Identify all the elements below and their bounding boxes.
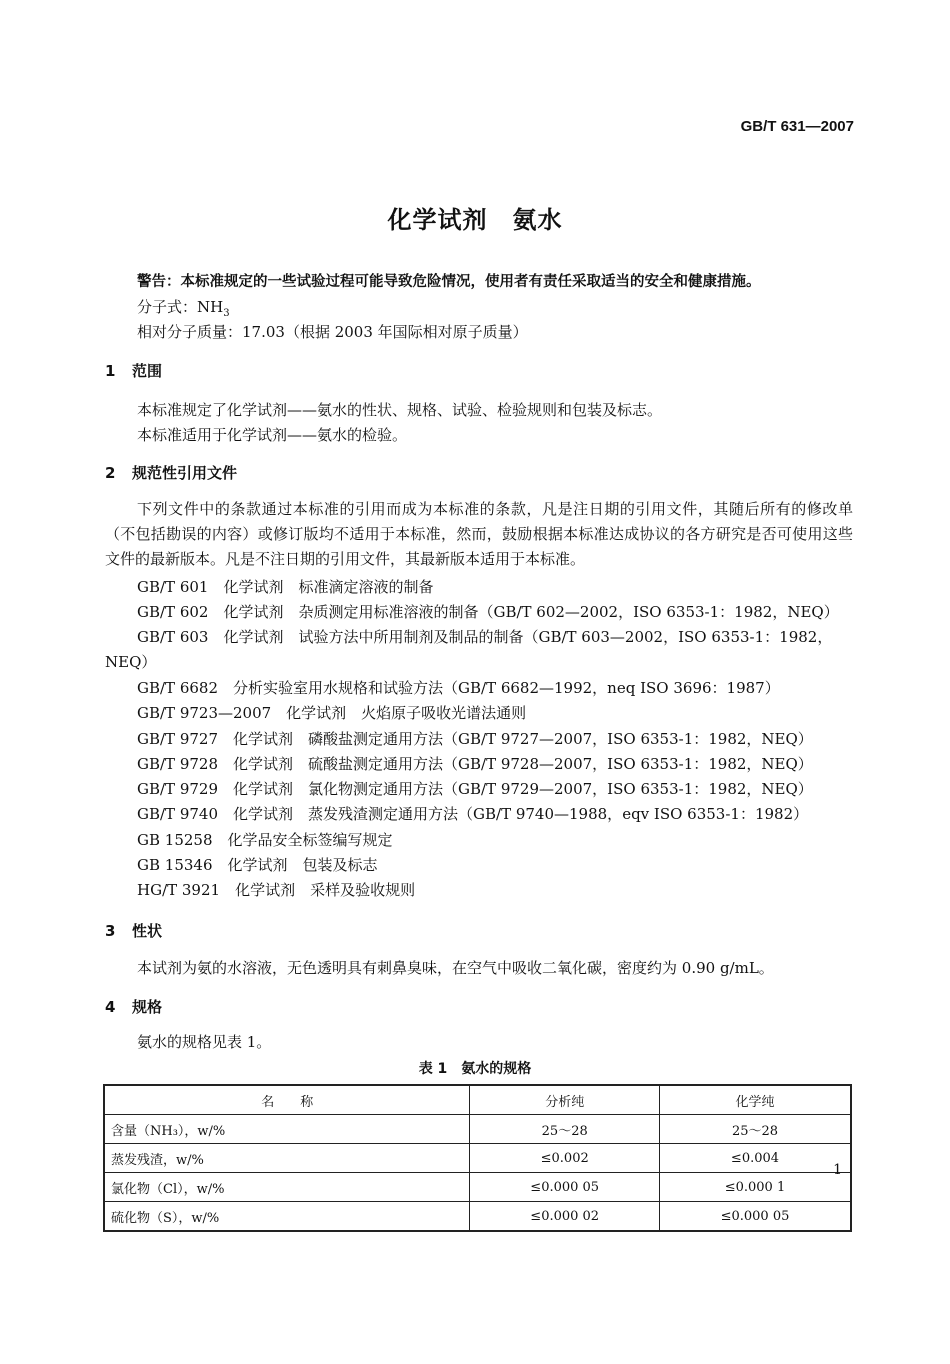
section-number: 1 — [105, 362, 116, 380]
formula-label: 分子式：NH — [137, 298, 224, 316]
page-number: 1 — [833, 1162, 842, 1178]
analytical-value-cell: ≤0.000 05 — [470, 1173, 660, 1202]
document-title: 化学试剂 氨水 — [387, 206, 563, 234]
chemical-value-cell: 25～28 — [659, 1115, 851, 1144]
column-header-analytical: 分析纯 — [470, 1085, 660, 1115]
reference-item: GB/T 9729 化学试剂 氯化物测定通用方法（GB/T 9729—2007，ISO 6353-1：1982，NEQ） — [137, 780, 813, 798]
table-header-row — [104, 1085, 851, 1115]
reference-item: GB/T 601 化学试剂 标准滴定溶液的制备 — [137, 578, 434, 596]
table-caption: 表 1 氨水的规格 — [418, 1061, 532, 1077]
section-number: 3 — [105, 922, 116, 940]
reference-item-continued: NEQ） — [105, 653, 157, 671]
section-title: 规格 — [132, 998, 163, 1016]
chemical-value-cell: ≤0.004 — [659, 1144, 851, 1173]
section-2-intro: 下列文件中的条款通过本标准的引用而成为本标准的条款，凡是注日期的引用文件，其随后所有的修改单（不包括勘误的内容）或修订版均不适用于本标准，然而，鼓励根据本标准达成协议的各方研究是否可使用这些文件的最新版本。凡是不注日期的引用文件，其最新版本适用于本标准。 — [105, 500, 853, 568]
section-title: 规范性引用文件 — [132, 464, 238, 482]
standard-number: GB/T 631—2007 — [740, 118, 854, 135]
chemical-value-cell: ≤0.000 1 — [659, 1173, 851, 1202]
item-name-cell: 蒸发残渣，w/% — [104, 1144, 470, 1173]
section-4-heading — [105, 996, 162, 1017]
reference-item: GB 15258 化学品安全标签编写规定 — [137, 831, 393, 849]
section-number: 2 — [105, 464, 116, 482]
molecular-formula — [137, 297, 230, 324]
formula-subscript: 3 — [223, 308, 230, 319]
reference-item: HG/T 3921 化学试剂 采样及验收规则 — [137, 881, 416, 899]
reference-item: GB/T 9723—2007 化学试剂 火焰原子吸收光谱法通则 — [137, 704, 527, 722]
section-1-para-1: 本标准规定了化学试剂——氨水的性状、规格、试验、检验规则和包装及标志。 — [137, 401, 663, 419]
specification-table — [103, 1084, 852, 1232]
section-4-para: 氨水的规格见表 1。 — [137, 1033, 272, 1051]
reference-item: GB/T 603 化学试剂 试验方法中所用制剂及制品的制备（GB/T 603—2002，ISO 6353-1：1982， — [137, 628, 833, 646]
column-header-chemical: 化学纯 — [659, 1085, 851, 1115]
section-2-heading — [105, 462, 237, 483]
section-1-heading — [105, 360, 162, 381]
analytical-value-cell: ≤0.000 02 — [470, 1202, 660, 1232]
chemical-value-cell: ≤0.000 05 — [659, 1202, 851, 1232]
item-name-cell: 硫化物（S），w/% — [104, 1202, 470, 1232]
molecular-mass: 相对分子质量：17.03（根据 2003 年国际相对原子质量） — [137, 323, 528, 341]
table-row — [104, 1144, 851, 1173]
section-title: 范围 — [132, 362, 163, 380]
warning-text: 警告：本标准规定的一些试验过程可能导致危险情况，使用者有责任采取适当的安全和健康措施。 — [137, 274, 761, 290]
item-name-cell: 含量（NH₃），w/% — [104, 1115, 470, 1144]
section-title: 性状 — [132, 922, 163, 940]
reference-item: GB/T 9727 化学试剂 磷酸盐测定通用方法（GB/T 9727—2007，ISO 6353-1：1982，NEQ） — [137, 730, 813, 748]
reference-item: GB 15346 化学试剂 包装及标志 — [137, 856, 378, 874]
section-3-para: 本试剂为氨的水溶液，无色透明具有刺鼻臭味，在空气中吸收二氧化碳，密度约为 0.90 g/mL。 — [137, 959, 774, 977]
section-3-heading — [105, 920, 162, 941]
reference-item: GB/T 9728 化学试剂 硫酸盐测定通用方法（GB/T 9728—2007，ISO 6353-1：1982，NEQ） — [137, 755, 813, 773]
reference-item: GB/T 9740 化学试剂 蒸发残渣测定通用方法（GB/T 9740—1988，eqv ISO 6353-1：1982） — [137, 805, 809, 823]
analytical-value-cell: 25～28 — [470, 1115, 660, 1144]
section-1-para-2: 本标准适用于化学试剂——氨水的检验。 — [137, 426, 408, 444]
analytical-value-cell: ≤0.002 — [470, 1144, 660, 1173]
reference-item: GB/T 6682 分析实验室用水规格和试验方法（GB/T 6682—1992，neq ISO 3696：1987） — [137, 679, 780, 697]
reference-item: GB/T 602 化学试剂 杂质测定用标准溶液的制备（GB/T 602—2002，ISO 6353-1：1982，NEQ） — [137, 603, 839, 621]
item-name-cell: 氯化物（Cl），w/% — [104, 1173, 470, 1202]
section-number: 4 — [105, 998, 116, 1016]
table-row — [104, 1173, 851, 1202]
column-header-name: 名 称 — [104, 1085, 470, 1115]
table-row — [104, 1202, 851, 1232]
table-row — [104, 1115, 851, 1144]
